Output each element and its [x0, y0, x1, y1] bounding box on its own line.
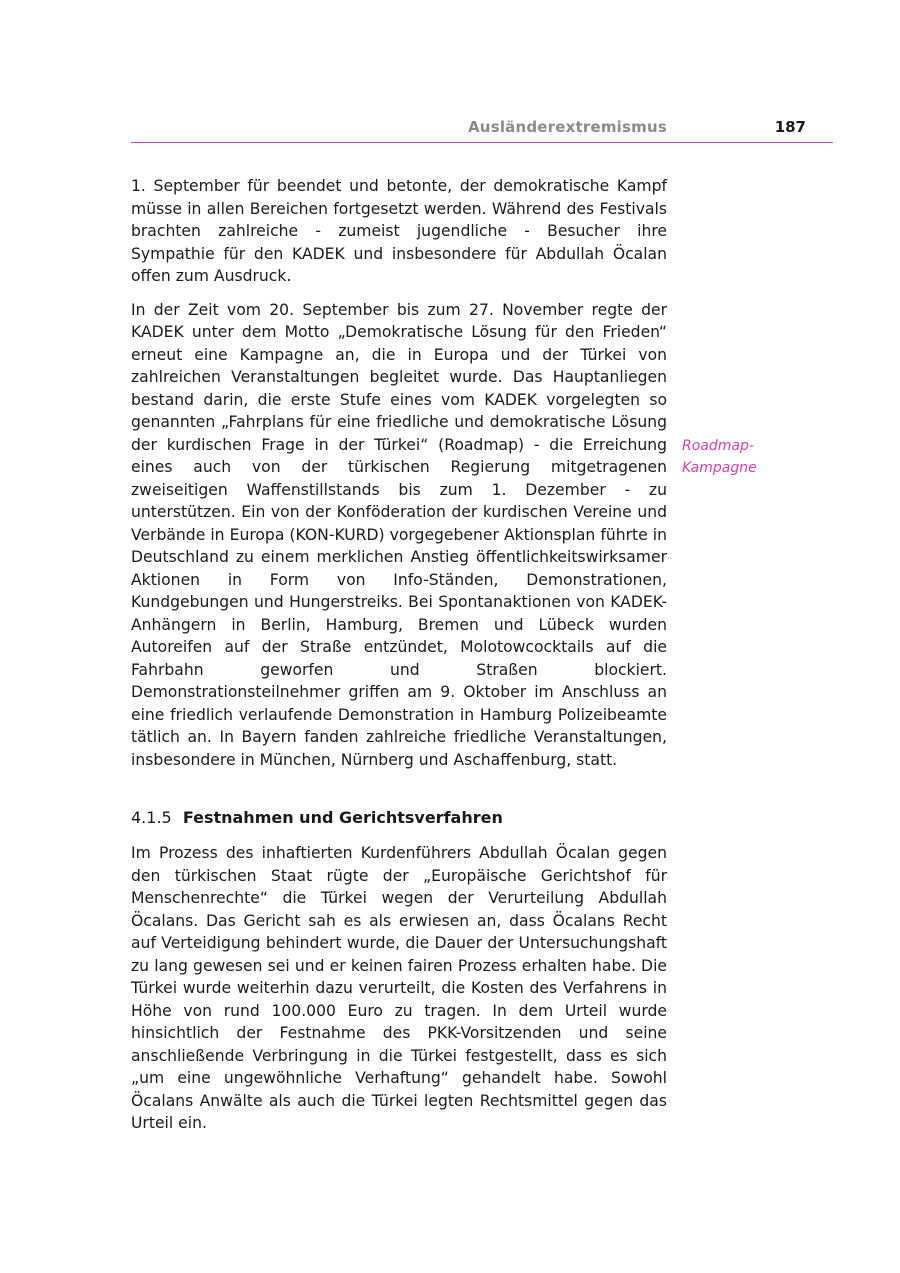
body-text: [131, 175, 667, 1146]
margin-note-line-2: Kampagne: [682, 460, 757, 476]
header-title: Ausländerextremismus: [468, 118, 667, 136]
section-heading: [131, 807, 667, 829]
section-title: Festnahmen und Gerichtsverfahren: [182, 808, 503, 827]
margin-note-line-1: Roadmap-: [682, 438, 754, 454]
page-number: 187: [774, 118, 806, 136]
paragraph-2: In der Zeit vom 20. September bis zum 27. November regte der KADEK unter dem Motto „Demokratische Lösung für den Frieden“ erneut eine Kampagne an, die in Europa und der Türkei von zahlreichen Veranstaltungen begleitet wurde. Das Hauptanliegen bestand darin, die erste Stufe eines vom KADEK vorgelegten so genannten „Fahrplans für eine friedliche und demokratische Lösung der kurdischen Frage in der Türkei“ (Roadmap) - die Erreichung eines auch von der türkischen Regierung mitgetragenen zweiseitigen Waffenstillstands bis zum 1. Dezember - zu unterstützen. Ein von der Konföderation der kurdischen Vereine und Verbände in Europa (KON-KURD) vorgegebener Aktionsplan führte in Deutschland zu einem merklichen Anstieg öffentlichkeitswirksamer Aktionen in Form von Info-Ständen, Demonstrationen, Kundgebungen und Hungerstreiks. Bei Spontanaktionen von KADEK-Anhängern in Berlin, Hamburg, Bremen und Lübeck wurden Autoreifen auf der Straße entzündet, Molotowcocktails auf die Fahrbahn geworfen und Straßen blockiert. Demonstrationsteilnehmer griffen am 9. Oktober im Anschluss an eine friedlich verlaufende Demonstration in Hamburg Polizeibeamte tätlich an. In Bayern fanden zahlreiche friedliche Veranstaltungen, insbesondere in München, Nürnberg und Aschaffenburg, statt.: [131, 300, 667, 769]
section-number: 4.1.5: [131, 808, 172, 827]
paragraph-3: Im Prozess des inhaftierten Kurdenführers Abdullah Öcalan gegen den türkischen Staat rügte der „Europäische Gerichtshof für Menschenrechte“ die Türkei wegen der Verurteilung Abdullah Öcalans. Das Gericht sah es als erwiesen an, dass Öcalans Recht auf Verteidigung behindert wurde, die Dauer der Untersuchungshaft zu lang gewesen sei und er keinen fairen Prozess erhalten habe. Die Türkei wurde weiterhin dazu verurteilt, die Kosten des Verfahrens in Höhe von rund 100.000 Euro zu tragen. In dem Urteil wurde hinsichtlich der Festnahme des PKK-Vorsitzenden und seine anschließende Verbringung in die Türkei festgestellt, dass es sich „um eine ungewöhnliche Verhaftung“ gehandelt habe. Sowohl Öcalans Anwälte als auch die Türkei legten Rechtsmittel gegen das Urteil ein.: [131, 844, 667, 1132]
running-header: [131, 116, 833, 143]
margin-note: [682, 435, 782, 479]
paragraph-1: 1. September für beendet und betonte, der demokratische Kampf müsse in allen Bereichen fortgesetzt werden. Während des Festivals brachten zahlreiche - zumeist jugendliche - Besucher ihre Sympathie für den KADEK und insbesondere für Abdullah Öcalan offen zum Ausdruck.: [131, 177, 667, 285]
